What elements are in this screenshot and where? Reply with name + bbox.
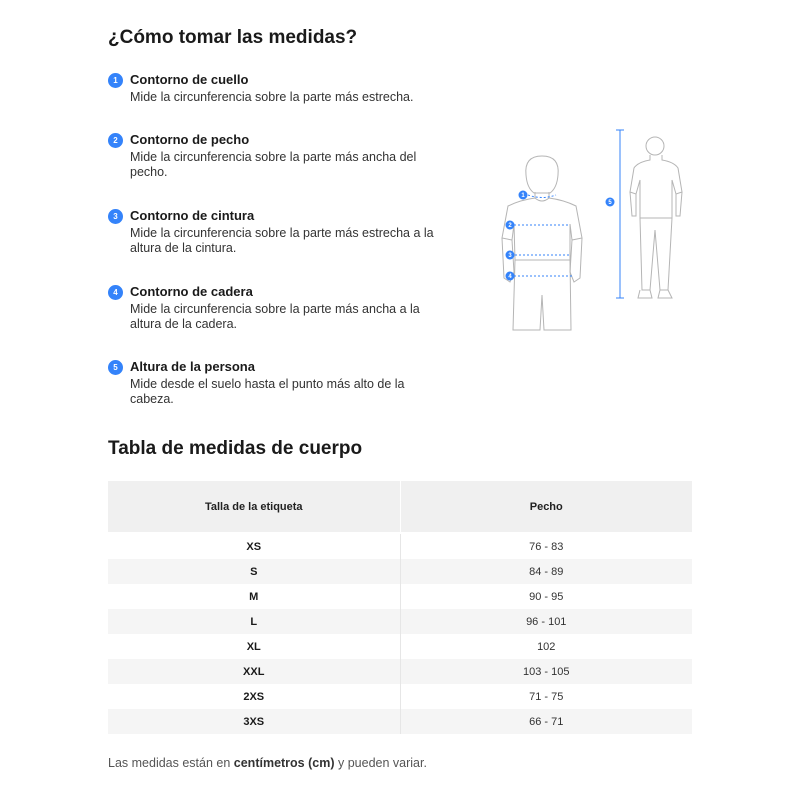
marker-2-label: 2 bbox=[508, 223, 512, 229]
size-cell: XL bbox=[108, 634, 400, 659]
chest-cell: 71 - 75 bbox=[400, 684, 692, 709]
size-cell: XS bbox=[108, 534, 400, 559]
step-description: Mide la circunferencia sobre la parte más ancha del pecho. bbox=[130, 150, 417, 179]
step-title: Contorno de cuello bbox=[130, 72, 249, 87]
chest-cell: 102 bbox=[400, 634, 692, 659]
table-row bbox=[108, 534, 692, 559]
silhouette-legs-outline bbox=[640, 218, 672, 290]
silhouette-feet-outline bbox=[638, 290, 672, 298]
size-cell: M bbox=[108, 584, 400, 609]
size-table-title: Tabla de medidas de cuerpo bbox=[108, 438, 363, 459]
units-note bbox=[108, 756, 427, 770]
step-number-badge: 3 bbox=[108, 209, 123, 224]
size-cell: L bbox=[108, 609, 400, 634]
size-cell: 2XS bbox=[108, 684, 400, 709]
table-row bbox=[108, 584, 692, 609]
chest-cell: 76 - 83 bbox=[400, 534, 692, 559]
step-title: Contorno de pecho bbox=[130, 132, 250, 147]
marker-5-label: 5 bbox=[608, 200, 612, 206]
step-description: Mide la circunferencia sobre la parte más estrecha a la altura de la cintura. bbox=[130, 226, 434, 255]
chest-cell: 96 - 101 bbox=[400, 609, 692, 634]
table-row bbox=[108, 709, 692, 734]
chest-cell: 66 - 71 bbox=[400, 709, 692, 734]
neck-measure-line bbox=[528, 195, 556, 198]
silhouette-arms-outline bbox=[630, 192, 682, 216]
chest-cell: 84 - 89 bbox=[400, 559, 692, 584]
step-description: Mide desde el suelo hasta el punto más alto de la cabeza. bbox=[130, 377, 405, 406]
silhouette-head-outline bbox=[646, 137, 664, 155]
table-row bbox=[108, 559, 692, 584]
step-title: Altura de la persona bbox=[130, 359, 255, 374]
step-title: Contorno de cadera bbox=[130, 284, 253, 299]
marker-3-label: 3 bbox=[508, 253, 512, 259]
silhouette-body-outline bbox=[630, 155, 682, 218]
marker-4-label: 4 bbox=[508, 274, 512, 280]
column-header-size: Talla de la etiqueta bbox=[108, 481, 400, 532]
figure-head-outline bbox=[526, 156, 558, 193]
table-header-row bbox=[108, 481, 692, 532]
page-title: ¿Cómo tomar las medidas? bbox=[108, 27, 358, 48]
size-table bbox=[108, 481, 692, 734]
step-number-badge: 4 bbox=[108, 285, 123, 300]
chest-cell: 90 - 95 bbox=[400, 584, 692, 609]
step-description: Mide la circunferencia sobre la parte más estrecha. bbox=[130, 90, 414, 104]
size-cell: XXL bbox=[108, 659, 400, 684]
size-cell: S bbox=[108, 559, 400, 584]
units-note-prefix: Las medidas están en bbox=[108, 756, 234, 770]
figure-shirt-outline bbox=[502, 198, 582, 260]
marker-1-label: 1 bbox=[521, 193, 525, 199]
units-note-bold: centímetros (cm) bbox=[233, 756, 335, 770]
step-number-badge: 2 bbox=[108, 133, 123, 148]
figure-shorts-outline bbox=[513, 260, 571, 330]
step-number-badge: 1 bbox=[108, 73, 123, 88]
table-row bbox=[108, 609, 692, 634]
body-measurement-figure bbox=[490, 120, 700, 340]
step-description: Mide la circunferencia sobre la parte más ancha a la altura de la cadera. bbox=[130, 302, 420, 331]
step-title: Contorno de cintura bbox=[130, 208, 255, 223]
size-cell: 3XS bbox=[108, 709, 400, 734]
chest-cell: 103 - 105 bbox=[400, 659, 692, 684]
table-row bbox=[108, 634, 692, 659]
units-note-suffix: y pueden variar. bbox=[334, 756, 427, 770]
table-row bbox=[108, 684, 692, 709]
step-number-badge: 5 bbox=[108, 360, 123, 375]
table-row bbox=[108, 659, 692, 684]
column-header-chest: Pecho bbox=[400, 481, 692, 532]
